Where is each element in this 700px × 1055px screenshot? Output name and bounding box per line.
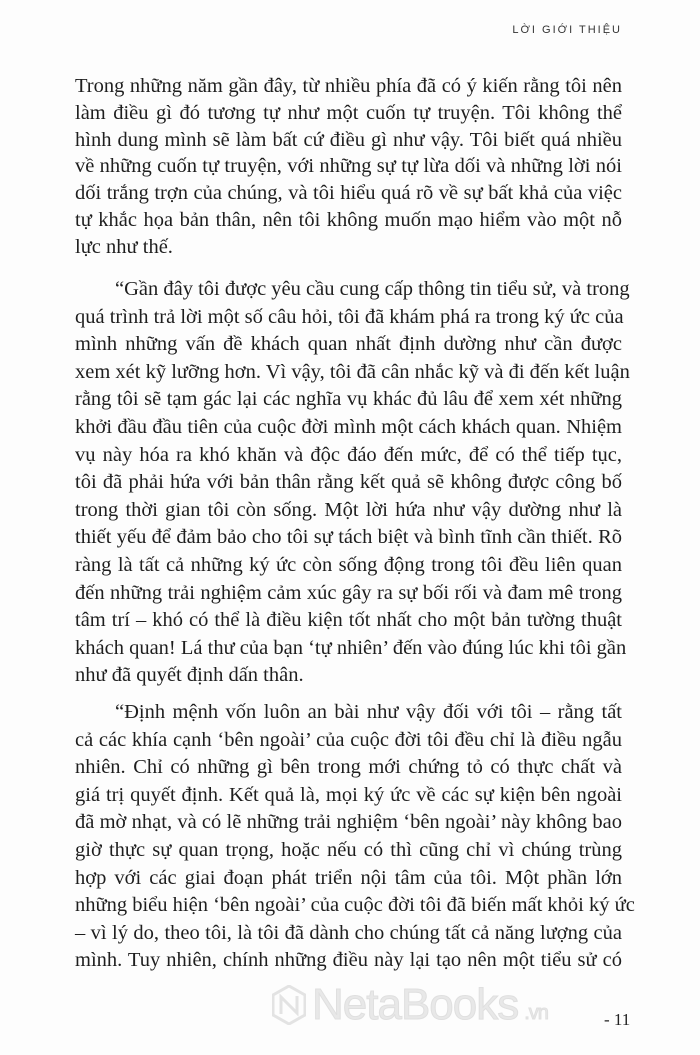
text-line: lực như thế. <box>75 235 173 258</box>
text-line: cả các khía cạnh ‘bên ngoài’ của cuộc đời tôi đều chỉ là điều ngẫu <box>75 728 622 751</box>
text-line: đã mờ nhạt, và có lẽ những trải nghiệm ‘bên ngoài’ này không bao <box>75 811 622 834</box>
text-line: mình những vấn đề khách quan nhất định dường như cần được <box>75 333 622 356</box>
text-line: trong thời gian tôi còn sống. Một lời hứa như vậy dường như là <box>75 498 622 521</box>
text-line: tự khắc họa bản thân, nên tôi không muốn mạo hiểm vào một nỗ <box>75 208 622 231</box>
text-line: vụ này hóa ra khó khăn và độc đáo đến mức, để có thể tiếp tục, <box>75 443 622 466</box>
text-line: quá trình trả lời một số câu hỏi, tôi đã khám phá ra trong ký ức của <box>75 305 624 328</box>
netabooks-logo-icon <box>272 985 306 1025</box>
text-line: “Gần đây tôi được yêu cầu cung cấp thông tin tiểu sử, và trong <box>115 278 630 300</box>
text-line: đến những trải nghiệm cảm xúc gây ra sự bối rối và đam mê trong <box>75 581 622 604</box>
text-line: ràng là tất cả những ký ức còn sống động trong tôi đều liên quan <box>75 553 622 576</box>
watermark-name: NetaBooks <box>312 980 519 1029</box>
text-line: khách quan! Lá thư của bạn ‘tự nhiên’ đến vào đúng lúc khi tôi gần <box>75 636 627 659</box>
text-line: hình dung mình sẽ làm bất cứ điều gì như vậy. Tôi biết quá nhiều <box>75 128 622 151</box>
text-line: Trong những năm gần đây, từ nhiều phía đã có ý kiến rằng tôi nên <box>75 75 622 97</box>
text-line: tôi đã phải hứa với bản thân rằng kết quả sẽ không được công bố <box>75 471 622 494</box>
text-line: nhiên. Chỉ có những gì bên trong mới chứng tỏ có thực chất và <box>75 756 622 779</box>
page-number: - 11 <box>604 1010 631 1029</box>
text-line: những biểu hiện ‘bên ngoài’ của cuộc đời tôi đã biến mất khỏi ký ức <box>75 894 635 917</box>
paragraph-2 <box>75 276 630 690</box>
paragraph-1 <box>75 73 622 261</box>
watermark <box>272 980 548 1030</box>
text-line: dối trắng trợn của chúng, và tôi hiểu quá rõ về sự bất khả của việc <box>75 182 622 205</box>
text-line: giá trị quyết định. Kết quả là, mọi ký ức về các sự kiện bên ngoài <box>75 783 622 806</box>
text-line: hợp với các giai đoạn phát triển nội tâm của tôi. Một phần lớn <box>75 866 622 889</box>
paragraph-3 <box>75 699 635 975</box>
text-line: làm điều gì đó tương tự như một cuốn tự truyện. Tôi không thể <box>75 101 622 124</box>
text-line: về những cuốn tự truyện, với những sự tự lừa dối và những lời nói <box>75 155 622 178</box>
text-line: tâm trí – khó có thể là điều kiện tốt nhất cho một bản tường thuật <box>75 609 622 632</box>
text-line: mình. Tuy nhiên, chính những điều này lại tạo nên một tiểu sử có <box>75 949 622 972</box>
text-line: “Định mệnh vốn luôn an bài như vậy đối với tôi – rằng tất <box>115 701 622 723</box>
text-line: thiết yếu để đảm bảo cho tôi sự tách biệt và bình tĩnh cần thiết. Rõ <box>75 526 622 549</box>
text-line: như đã quyết định dấn thân. <box>75 664 304 687</box>
text-line: rằng tôi sẽ tạm gác lại các nghĩa vụ khác đủ lâu để xem xét những <box>75 388 622 411</box>
text-line: xem xét kỹ lưỡng hơn. Vì vậy, tôi đã cân nhắc kỹ và đi đến kết luận <box>75 360 630 383</box>
text-line: – vì lý do, theo tôi, là tôi đã dành cho chúng tất cả năng lượng của <box>75 921 622 944</box>
running-header-title: LỜI GIỚI THIỆU <box>512 24 622 36</box>
watermark-tld: .vn <box>524 1001 548 1024</box>
text-line: giờ thực sự quan trọng, hoặc nếu có thì cũng chỉ vì chúng trùng <box>75 838 622 861</box>
text-line: khởi đầu đầu tiên của cuộc đời mình một cách khách quan. Nhiệm <box>75 415 622 438</box>
